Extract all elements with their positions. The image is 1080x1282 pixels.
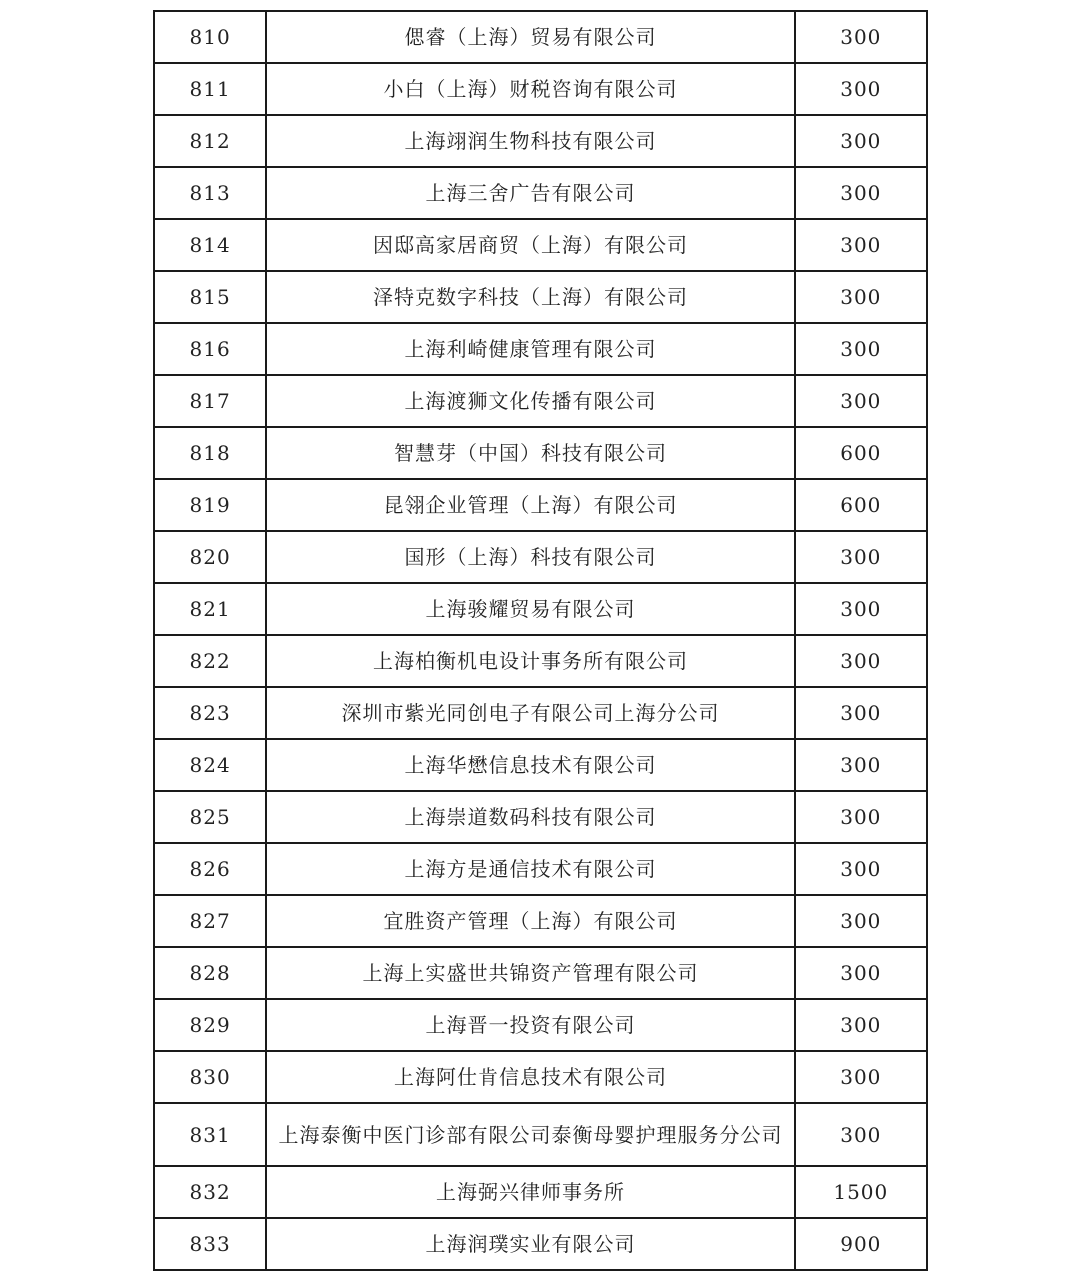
amount-cell: 1500 — [795, 1166, 927, 1218]
company-name-cell: 智慧芽（中国）科技有限公司 — [266, 427, 794, 479]
company-name-cell: 上海骏耀贸易有限公司 — [266, 583, 794, 635]
table-row — [154, 895, 927, 947]
amount-cell: 300 — [795, 271, 927, 323]
amount-cell: 300 — [795, 687, 927, 739]
amount-cell: 300 — [795, 583, 927, 635]
table-row — [154, 323, 927, 375]
amount-cell: 300 — [795, 791, 927, 843]
amount-cell: 300 — [795, 1103, 927, 1166]
table-row — [154, 219, 927, 271]
company-name-cell: 上海阿仕肯信息技术有限公司 — [266, 1051, 794, 1103]
amount-cell: 300 — [795, 531, 927, 583]
table-row — [154, 1166, 927, 1218]
table-row — [154, 947, 927, 999]
row-number-cell: 823 — [154, 687, 266, 739]
company-name-cell: 国形（上海）科技有限公司 — [266, 531, 794, 583]
table-row — [154, 271, 927, 323]
table-row — [154, 635, 927, 687]
row-number-cell: 833 — [154, 1218, 266, 1270]
row-number-cell: 810 — [154, 11, 266, 63]
table-row — [154, 843, 927, 895]
amount-cell: 300 — [795, 843, 927, 895]
company-name-cell: 上海三舍广告有限公司 — [266, 167, 794, 219]
table-row — [154, 63, 927, 115]
company-name-cell: 上海渡狮文化传播有限公司 — [266, 375, 794, 427]
table-row — [154, 375, 927, 427]
amount-cell: 600 — [795, 427, 927, 479]
amount-cell: 300 — [795, 947, 927, 999]
row-number-cell: 813 — [154, 167, 266, 219]
table-row — [154, 479, 927, 531]
amount-cell: 900 — [795, 1218, 927, 1270]
row-number-cell: 816 — [154, 323, 266, 375]
company-name-cell: 上海翊润生物科技有限公司 — [266, 115, 794, 167]
company-name-cell: 上海方是通信技术有限公司 — [266, 843, 794, 895]
table-row — [154, 167, 927, 219]
row-number-cell: 812 — [154, 115, 266, 167]
company-name-cell: 上海柏衡机电设计事务所有限公司 — [266, 635, 794, 687]
row-number-cell: 827 — [154, 895, 266, 947]
row-number-cell: 826 — [154, 843, 266, 895]
table-row — [154, 531, 927, 583]
company-name-cell: 昆翎企业管理（上海）有限公司 — [266, 479, 794, 531]
row-number-cell: 828 — [154, 947, 266, 999]
table-row — [154, 1103, 927, 1166]
row-number-cell: 830 — [154, 1051, 266, 1103]
amount-cell: 300 — [795, 739, 927, 791]
table-row — [154, 739, 927, 791]
row-number-cell: 815 — [154, 271, 266, 323]
amount-cell: 300 — [795, 115, 927, 167]
amount-cell: 300 — [795, 375, 927, 427]
table-row — [154, 11, 927, 63]
row-number-cell: 832 — [154, 1166, 266, 1218]
amount-cell: 300 — [795, 635, 927, 687]
table-row — [154, 115, 927, 167]
company-name-cell: 小白（上海）财税咨询有限公司 — [266, 63, 794, 115]
row-number-cell: 824 — [154, 739, 266, 791]
table-row — [154, 999, 927, 1051]
row-number-cell: 821 — [154, 583, 266, 635]
row-number-cell: 817 — [154, 375, 266, 427]
amount-cell: 300 — [795, 219, 927, 271]
amount-cell: 300 — [795, 11, 927, 63]
company-name-cell: 宜胜资产管理（上海）有限公司 — [266, 895, 794, 947]
table-body — [154, 11, 927, 1270]
company-name-cell: 上海晋一投资有限公司 — [266, 999, 794, 1051]
amount-cell: 300 — [795, 63, 927, 115]
company-name-cell: 上海华懋信息技术有限公司 — [266, 739, 794, 791]
row-number-cell: 814 — [154, 219, 266, 271]
row-number-cell: 819 — [154, 479, 266, 531]
table-row — [154, 791, 927, 843]
row-number-cell: 822 — [154, 635, 266, 687]
row-number-cell: 818 — [154, 427, 266, 479]
company-name-cell: 上海利崎健康管理有限公司 — [266, 323, 794, 375]
table-row — [154, 583, 927, 635]
company-list-table — [153, 10, 928, 1271]
amount-cell: 300 — [795, 1051, 927, 1103]
table-row — [154, 1218, 927, 1270]
amount-cell: 300 — [795, 999, 927, 1051]
table-row — [154, 427, 927, 479]
row-number-cell: 811 — [154, 63, 266, 115]
company-name-cell: 上海上实盛世共锦资产管理有限公司 — [266, 947, 794, 999]
company-name-cell: 上海崇道数码科技有限公司 — [266, 791, 794, 843]
row-number-cell: 820 — [154, 531, 266, 583]
company-name-cell: 深圳市紫光同创电子有限公司上海分公司 — [266, 687, 794, 739]
amount-cell: 300 — [795, 895, 927, 947]
table-row — [154, 1051, 927, 1103]
company-name-cell: 上海润璞实业有限公司 — [266, 1218, 794, 1270]
amount-cell: 300 — [795, 323, 927, 375]
company-name-cell: 泽特克数字科技（上海）有限公司 — [266, 271, 794, 323]
amount-cell: 600 — [795, 479, 927, 531]
company-name-cell: 因邸高家居商贸（上海）有限公司 — [266, 219, 794, 271]
row-number-cell: 829 — [154, 999, 266, 1051]
row-number-cell: 825 — [154, 791, 266, 843]
row-number-cell: 831 — [154, 1103, 266, 1166]
table-row — [154, 687, 927, 739]
company-name-cell: 偲睿（上海）贸易有限公司 — [266, 11, 794, 63]
amount-cell: 300 — [795, 167, 927, 219]
company-name-cell: 上海弼兴律师事务所 — [266, 1166, 794, 1218]
company-name-cell: 上海泰衡中医门诊部有限公司泰衡母婴护理服务分公司 — [266, 1103, 794, 1166]
